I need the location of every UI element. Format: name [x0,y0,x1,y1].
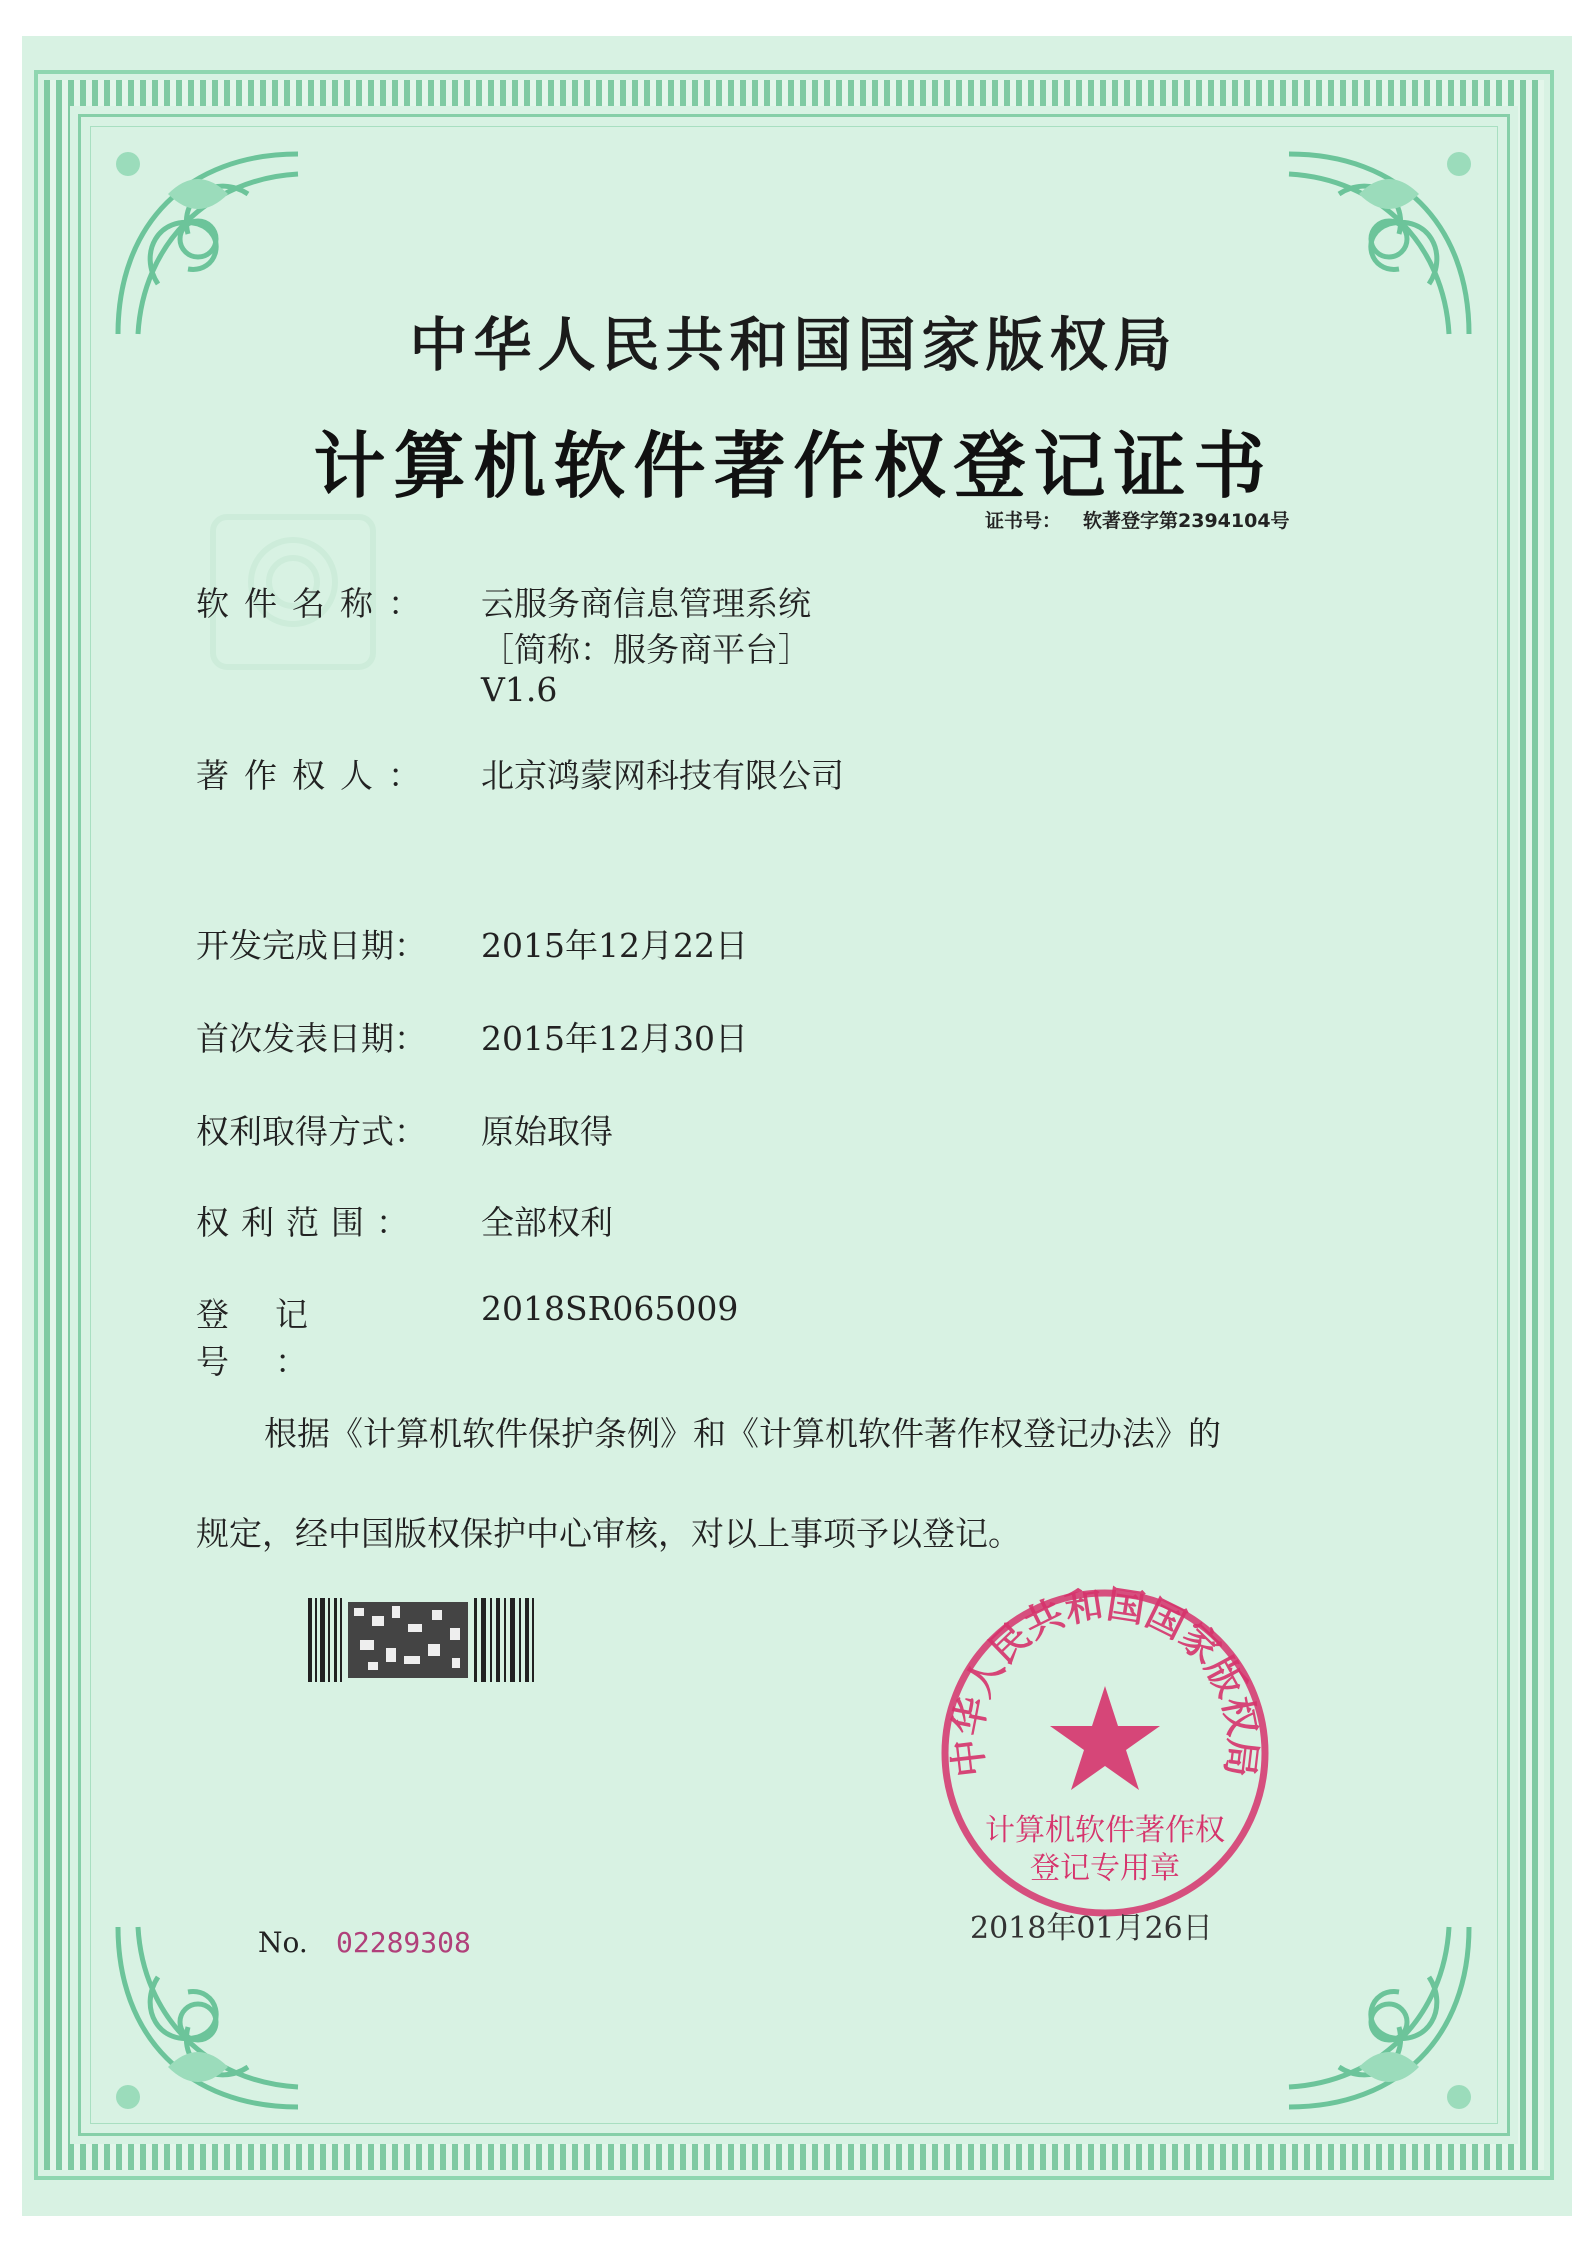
legal-basis-line2: 规定，经中国版权保护中心审核，对以上事项予以登记。 [196,1514,1021,1553]
certificate-title: 计算机软件著作权登记证书 [313,424,1274,508]
corner-ornament-bottom-right [1269,1907,1489,2127]
publish-date-value: 2015年12月30日 [481,1019,748,1058]
method-label: 权利取得方式： [196,1112,427,1151]
issue-date: 2018年01月26日 [970,1911,1213,1946]
official-seal [930,1578,1280,1928]
registration-value: 2018SR065009 [481,1289,739,1328]
seal-inner-line2: 登记专用章 [1030,1851,1180,1886]
owner-value: 北京鸿蒙网科技有限公司 [481,756,844,795]
certificate-number-value: 软著登字第2394104号 [1083,510,1290,532]
field-publish-date [196,1013,748,1060]
registration-label: 登记号： [196,1295,354,1381]
software-name-label: 软件名称： [196,584,436,623]
publish-date-label: 首次发表日期： [196,1019,427,1058]
serial-number-value: 02289308 [336,1926,471,1959]
certificate-number-label: 证书号： [985,510,1062,532]
barcode-icon [308,1598,536,1682]
field-dev-date [196,920,748,967]
dev-date-label: 开发完成日期： [196,926,427,965]
field-rights-scope [196,1197,613,1244]
certificate-number [985,506,1290,533]
field-acquisition-method [196,1106,613,1153]
scope-label: 权利范围： [196,1203,421,1242]
seal-star-icon [1050,1686,1160,1790]
method-value: 原始取得 [481,1112,613,1151]
software-version: V1.6 [481,670,558,709]
dev-date-value: 2015年12月22日 [481,926,748,965]
field-software-name [196,578,811,709]
field-registration-number [196,1289,739,1383]
seal-inner-line1: 计算机软件著作权 [985,1813,1225,1848]
legal-basis-line1: 根据《计算机软件保护条例》和《计算机软件著作权登记办法》的 [264,1414,1221,1453]
field-copyright-owner [196,750,844,797]
owner-label: 著作权人： [196,756,436,795]
software-short-name: ［简称：服务商平台］ [481,630,811,669]
seal-ring-text: 中华人民共和国国家版权局 [944,1581,1266,1780]
serial-number-label: No. [258,1926,308,1959]
scope-value: 全部权利 [481,1203,613,1242]
issuing-authority: 中华人民共和国国家版权局 [409,311,1178,379]
software-name-value: 云服务商信息管理系统 [481,584,811,623]
